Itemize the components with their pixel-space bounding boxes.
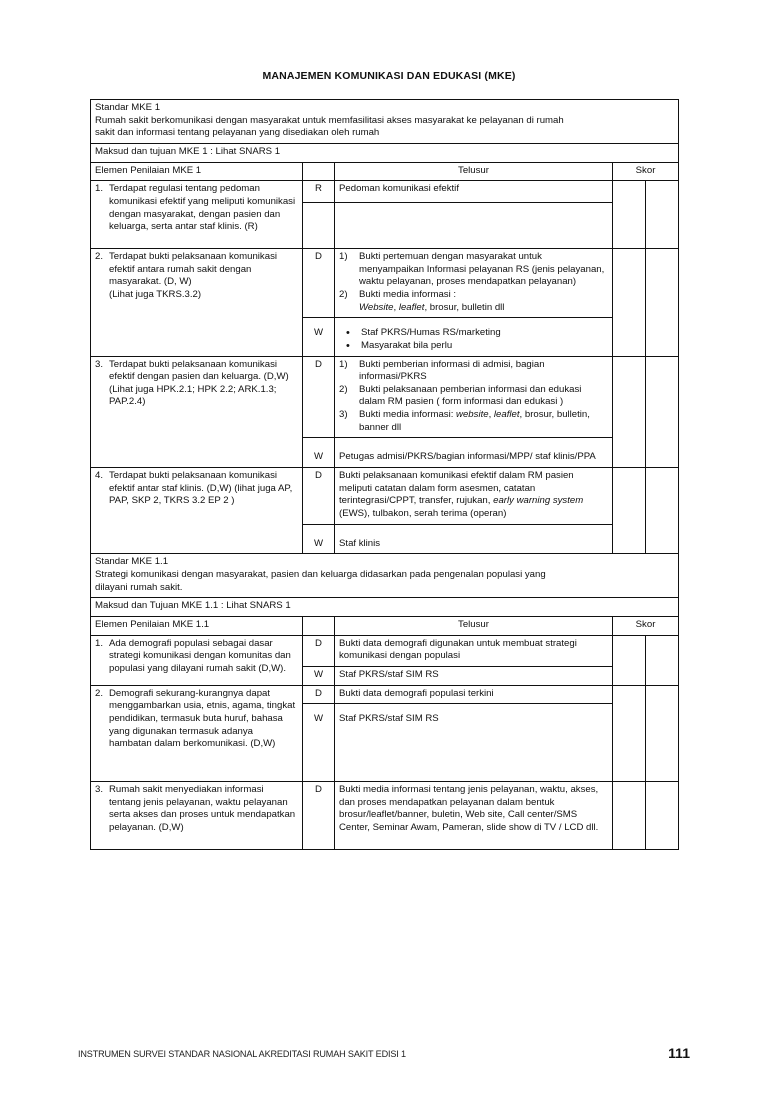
elemen-text-line-1: Terdapat bukti pelaksanaan komunikasi efektif antara rumah sakit dengan masyarakat. (D, W) [109,250,277,288]
skor-cell-1[interactable] [613,781,646,849]
elemen-cell [91,468,303,554]
skor-cell-1[interactable] [613,468,646,554]
header-elemen-mke1: Elemen Penilaian MKE 1 [91,162,303,181]
media-line [359,302,608,315]
standar-body-line-2: sakit dan informasi tentang pelayanan yang disediakan oleh rumah [95,127,380,139]
telusur-cell-d: Bukti data demografi populasi terkini [335,685,613,704]
list-item-prefix: Bukti media informasi: [359,409,457,421]
header-skor: Skor [613,162,679,181]
header-telusur: Telusur [335,617,613,636]
code-w-text: W [313,451,324,463]
skor-cell-1[interactable] [613,635,646,685]
skor-cell-1[interactable] [613,248,646,356]
table-row [91,181,679,203]
elemen-text: Terdapat bukti pelaksanaan komunikasi efektif dengan pasien dan keluarga. (D,W) (Lihat juga HPK.2.1; HPK 2.2; ARK.1.3; PAP.2.4) [109,358,289,408]
elemen-text: Ada demografi populasi sebagai dasar strategi komunikasi dengan komunitas dan populasi yang dilayani rumah sakit (D,W). [109,637,291,674]
elemen-text: Terdapat regulasi tentang pedoman komunikasi efektif yang meliputi komunikasi dengan masyarakat, dengan pasien dan keluarga, serta antar staf klinis. (R) [109,183,296,233]
elemen-cell [91,356,303,468]
telusur-w-text: Staf klinis [339,537,381,549]
telusur-cell-d: Bukti media informasi tentang jenis pelayanan, waktu, akses, dan proses mendapatkan pelayanan dalam bentuk brosur/leaflet/banner, buletin, Web site, Call center/SMS Center, Seminar Awam, Pameran, slide show di TV / LCD dll. [335,781,613,849]
telusur-cell-w [335,318,613,356]
skor-cell-2[interactable] [646,635,679,685]
list-marker: 1) [339,358,348,370]
row-number: 3. [95,783,104,795]
row-number: 2. [95,687,104,699]
standar-body-line-2: dilayani rumah sakit. [95,581,183,593]
elemen-text-line-2: (Lihat juga TKRS.3.2) [109,288,202,300]
list-item: Bukti media informasi : [359,288,457,300]
telusur-cell-w [335,438,613,468]
code-cell-w [303,524,335,554]
standar-label: Standar MKE 1 [95,102,161,113]
standar-body-line-1: Strategi komunikasi dengan masyarakat, pasien dan keluarga didasarkan pada pengenalan populasi yang [95,569,546,581]
maksud-row [91,598,679,617]
list-marker: 2) [339,383,348,395]
list-item: Bukti pelaksanaan pemberian informasi dan edukasi dalam RM pasien ( form informasi dan edukasi ) [359,383,582,408]
maksud-row [91,143,679,162]
row-number: 1. [95,183,104,195]
code-cell-w [303,438,335,468]
list-item: Masyarakat bila perlu [361,339,453,351]
page-number: 111 [668,1045,690,1061]
code-cell-d: D [303,635,335,666]
skor-cell-2[interactable] [646,248,679,356]
standar-row [91,554,679,598]
telusur-w-text: Petugas admisi/PKRS/bagian informasi/MPP/ staf klinis/PPA [339,451,596,463]
elemen-cell [91,181,303,249]
telusur-cell-w [335,524,613,554]
skor-cell-2[interactable] [646,781,679,849]
telusur-cell-d [335,468,613,525]
list-item: Bukti pemberian informasi di admisi, bagian informasi/PKRS [359,358,545,383]
page-footer [0,1045,768,1067]
media-rest: , brosur, bulletin dll [424,301,505,313]
telusur-d-suffix: (EWS), tulbakon, serah terima (operan) [339,508,507,520]
telusur-cell-d: Pedoman komunikasi efektif [335,181,613,203]
table-row [91,356,679,438]
code-w-text: W [313,537,324,549]
standar-body-line-1: Rumah sakit berkomunikasi dengan masyarakat untuk memfasilitasi akses masyarakat ke pelayanan di rumah [95,114,564,126]
code-cell-d: D [303,685,335,704]
standar-mke1-cell [91,100,679,144]
media-rest: , brosur, bulletin, banner dll [359,409,590,433]
code-cell-w [303,704,335,782]
telusur-w-text: Staf PKRS/staf SIM RS [339,713,439,725]
standar-row [91,100,679,144]
telusur-cell-w [335,704,613,782]
row-number: 4. [95,470,104,482]
code-w-text: W [313,327,324,339]
footer-text: INSTRUMEN SURVEI STANDAR NASIONAL AKREDITASI RUMAH SAKIT EDISI 1 [78,1049,406,1059]
list-marker: 1) [339,250,348,262]
skor-cell-1[interactable] [613,685,646,781]
standar-mke11-cell [91,554,679,598]
skor-cell-2[interactable] [646,685,679,781]
skor-cell-1[interactable] [613,181,646,249]
telusur-cell-w: Staf PKRS/staf SIM RS [335,666,613,685]
standar-label: Standar MKE 1.1 [95,556,169,568]
code-w-text: W [313,713,324,725]
code-cell-d: D [303,356,335,438]
skor-cell-2[interactable] [646,181,679,249]
media-sep-1: , [488,409,494,421]
maksud-mke11-cell: Maksud dan Tujuan MKE 1.1 : Lihat SNARS 1 [91,598,679,617]
skor-cell-2[interactable] [646,468,679,554]
code-cell-w: W [303,666,335,685]
column-header-row [91,617,679,636]
telusur-d-italic: early warning system [493,495,584,507]
list-marker: 2) [339,288,348,300]
telusur-d-prefix: Bukti pelaksanaan komunikasi efektif dalam RM pasien meliputi catatan dalam form asesmen, catatan terintegrasi/CPPT, transfer, rujukan, [339,470,574,507]
elemen-cell [91,781,303,849]
header-code-spacer [303,617,335,636]
header-skor: Skor [613,617,679,636]
elemen-text: Terdapat bukti pelaksanaan komunikasi efektif antar staf klinis. (D,W) (lihat juga AP, PAP, SKP 2, TKRS 3.2 EP 2 ) [109,470,293,507]
list-item: Staf PKRS/Humas RS/marketing [361,327,501,339]
skor-cell-2[interactable] [646,356,679,468]
assessment-table [90,99,679,850]
page-title: MANAJEMEN KOMUNIKASI DAN EDUKASI (MKE) [262,70,516,82]
code-cell-d: D [303,781,335,849]
list-item: Bukti pertemuan dengan masyarakat untuk menyampaikan Informasi pelayanan RS (jenis pelayanan, waktu pelayanan, proses mendapatkan pelayanan) [359,250,605,288]
row-number: 2. [95,250,104,262]
elemen-text: Demografi sekurang-kurangnya dapat menggambarkan usia, etnis, agama, tingkat pendidikan, termasuk buta huruf, bahasa yang digunakan termasuk adanya hambatan dalam berkomunikasi. (D,W) [109,687,296,750]
elemen-cell [91,635,303,685]
code-cell-d: D [303,248,335,317]
elemen-cell [91,685,303,781]
media-italic-1: Website [359,301,394,313]
row-number: 1. [95,637,104,649]
bullet-icon: • [346,339,350,352]
bullet-icon: • [346,327,350,340]
code-cell-w [303,202,335,248]
table-row [91,781,679,849]
telusur-cell-w [335,202,613,248]
table-row [91,248,679,317]
media-sep-1: , [393,301,399,313]
telusur-cell-d [335,248,613,317]
telusur-cell-d [335,356,613,438]
maksud-mke1-cell: Maksud dan tujuan MKE 1 : Lihat SNARS 1 [91,143,679,162]
table-row [91,635,679,666]
elemen-text: Rumah sakit menyediakan informasi tentang jenis pelayanan, waktu pelayanan serta akses dan proses untuk mendapatkan pelayanan. (D,W) [109,783,296,833]
header-elemen-mke11: Elemen Penilaian MKE 1.1 [91,617,303,636]
header-telusur: Telusur [335,162,613,181]
elemen-cell [91,248,303,356]
code-cell-w [303,318,335,356]
row-number: 3. [95,358,104,370]
telusur-cell-d: Bukti data demografi digunakan untuk membuat strategi komunikasi dengan populasi [335,635,613,666]
table-row [91,468,679,525]
code-cell-d: R [303,181,335,203]
media-italic-2: leaflet [398,301,425,313]
code-cell-d: D [303,468,335,525]
header-code-spacer [303,162,335,181]
table-row [91,685,679,704]
column-header-row [91,162,679,181]
media-italic-1: website [456,409,489,421]
media-italic-2: leaflet [493,409,520,421]
skor-cell-1[interactable] [613,356,646,468]
document-page [0,70,768,1094]
list-marker: 3) [339,409,348,421]
